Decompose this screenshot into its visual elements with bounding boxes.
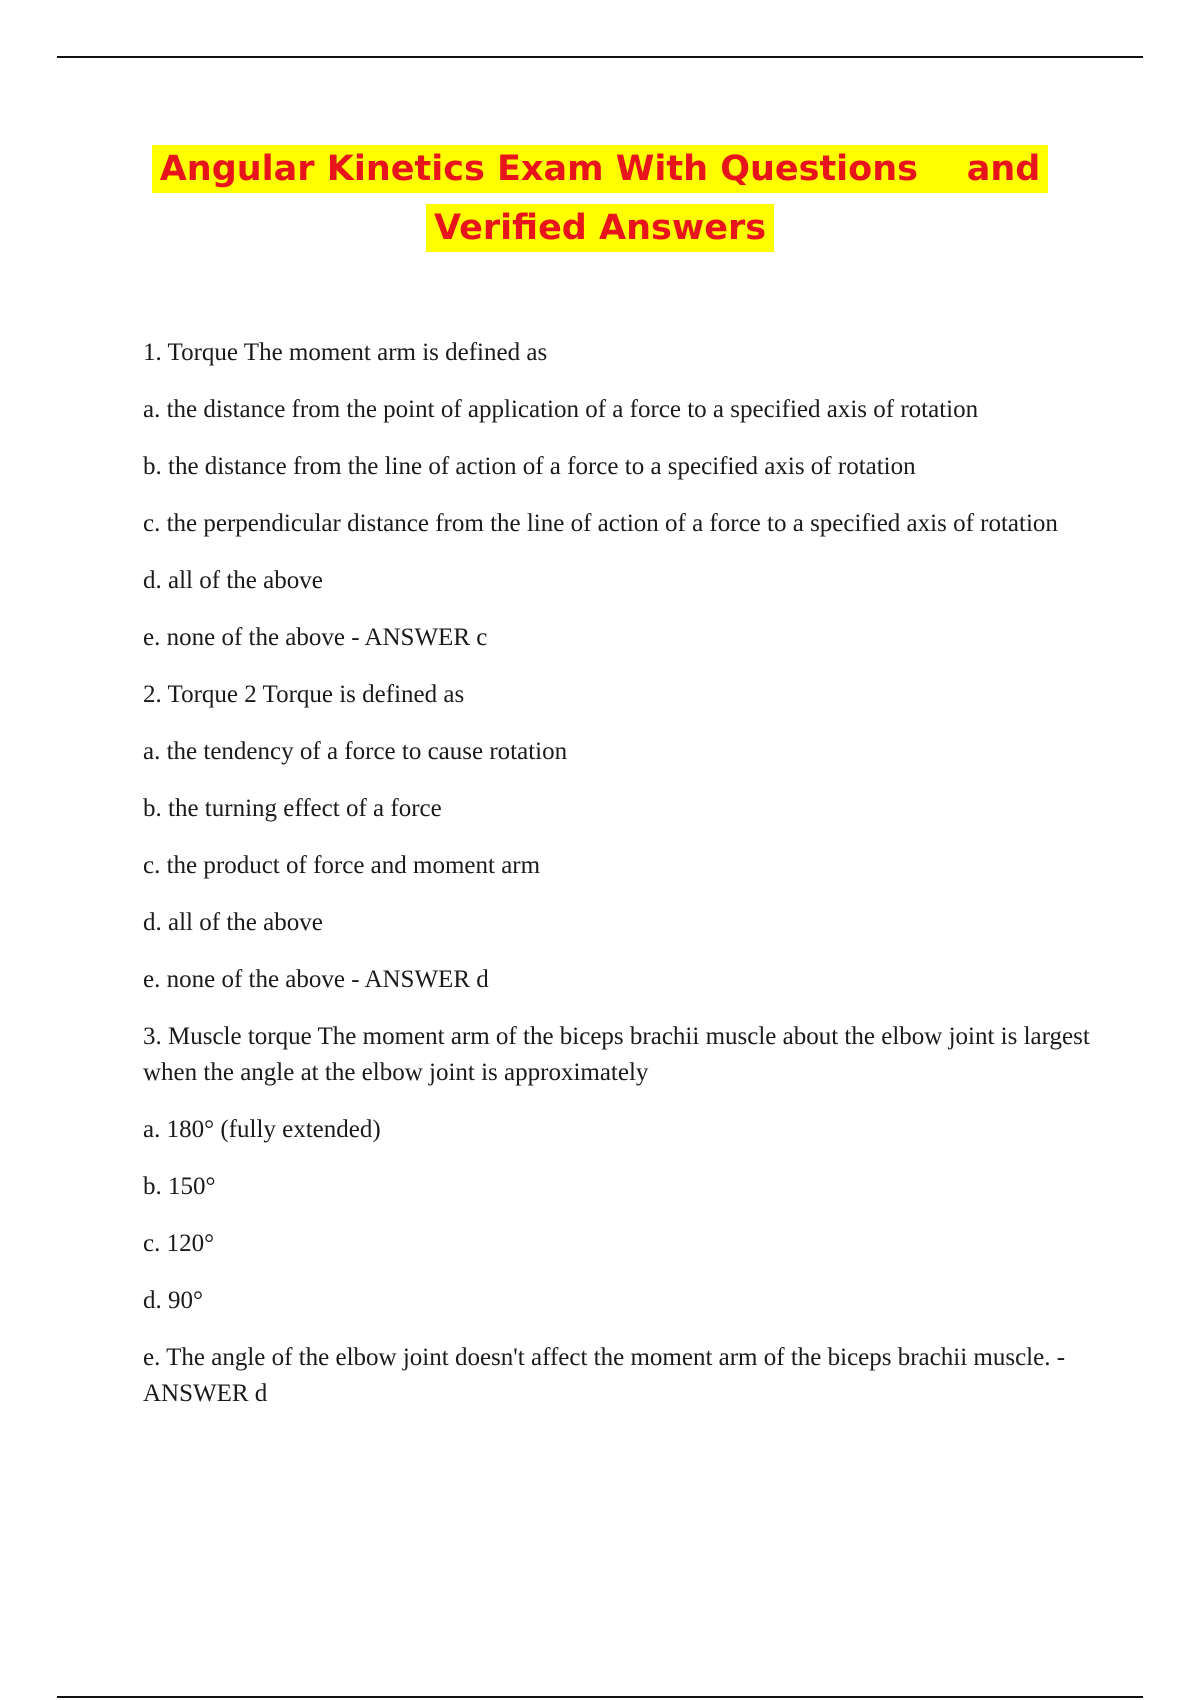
question-1: 1. Torque The moment arm is defined as bbox=[143, 339, 548, 366]
question-3-option-e-answer: e. The angle of the elbow joint doesn't affect the moment arm of the biceps brachii muscle. - ANSWER d bbox=[143, 1344, 1066, 1407]
document-title bbox=[0, 140, 1200, 258]
question-2-option-c: c. the product of force and moment arm bbox=[143, 852, 541, 879]
question-1-option-d: d. all of the above bbox=[143, 567, 323, 594]
document-body bbox=[143, 335, 1098, 1433]
question-2-option-a: a. the tendency of a force to cause rotation bbox=[143, 738, 568, 765]
question-2-option-b: b. the turning effect of a force bbox=[143, 795, 442, 822]
question-1-option-e-answer: e. none of the above - ANSWER c bbox=[143, 624, 488, 651]
question-3-option-a: a. 180° (fully extended) bbox=[143, 1116, 381, 1143]
question-3-option-c: c. 120° bbox=[143, 1230, 215, 1257]
question-2: 2. Torque 2 Torque is defined as bbox=[143, 681, 465, 708]
question-1-option-c: c. the perpendicular distance from the line of action of a force to a specified axis of rotation bbox=[143, 510, 1058, 537]
question-3: 3. Muscle torque The moment arm of the biceps brachii muscle about the elbow joint is largest when the angle at the elbow joint is approximately bbox=[143, 1023, 1090, 1086]
question-2-option-e-answer: e. none of the above - ANSWER d bbox=[143, 966, 489, 993]
question-1-option-a: a. the distance from the point of application of a force to a specified axis of rotation bbox=[143, 396, 979, 423]
question-2-option-d: d. all of the above bbox=[143, 909, 323, 936]
question-3-option-b: b. 150° bbox=[143, 1173, 216, 1200]
title-line-2: Verified Answers bbox=[426, 204, 774, 252]
question-3-option-d: d. 90° bbox=[143, 1287, 203, 1314]
footer-rule bbox=[57, 1696, 1143, 1698]
question-1-option-b: b. the distance from the line of action of a force to a specified axis of rotation bbox=[143, 453, 916, 480]
header-rule bbox=[57, 56, 1143, 58]
title-line-1: Angular Kinetics Exam With Questions and bbox=[152, 145, 1049, 193]
